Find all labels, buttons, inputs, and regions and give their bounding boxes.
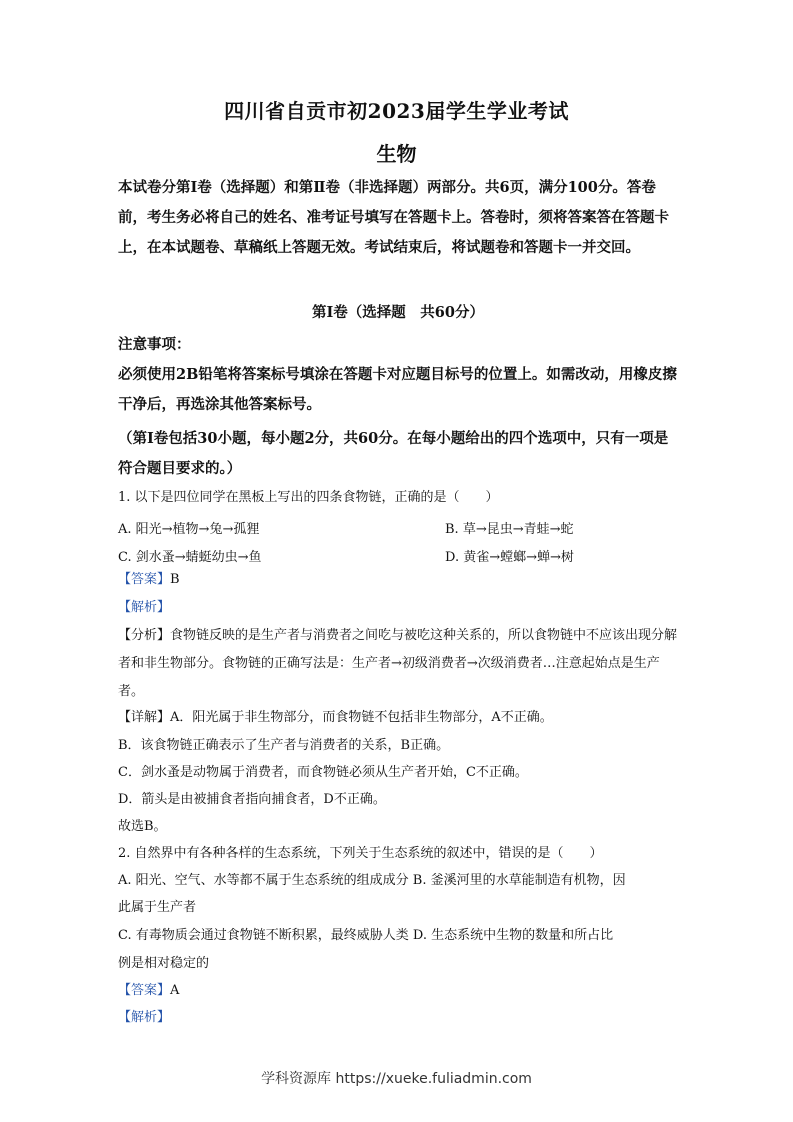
q1-option-c: C. 剑水蚤→蜻蜓幼虫→鱼 (118, 550, 262, 565)
q2-line-2: 此属于生产者 (118, 900, 197, 915)
q2-answer-line (118, 977, 678, 1005)
q1-detail-d: D．箭头是由被捕食者指向捕食者，D不正确。 (118, 792, 386, 807)
q2-line-3: C. 有毒物质会通过食物链不断积累，最终威胁人类 D. 生态系统中生物的数量和所占比 (118, 928, 614, 943)
q1-analysis-tag: 【解析】 (118, 600, 171, 615)
q1-option-b: B. 草→昆虫→青蛙→蛇 (445, 522, 574, 537)
q1-fenxi (118, 622, 678, 706)
instructions: （第Ⅰ卷包括30小题，每小题2分，共60分。在每小题给出的四个选项中，只有一项是符合题目要求的。） (118, 430, 669, 477)
q1-option-d: D. 黄雀→螳螂→蝉→树 (445, 550, 574, 565)
detail-a-text: A．阳光属于非生物部分，而食物链不包括非生物部分，A不正确。 (170, 710, 553, 725)
fenxi-tag: 【分析】 (118, 628, 171, 643)
answer-tag: 【答案】 (118, 983, 171, 998)
q2-answer: A (170, 983, 180, 998)
notice-text: 必须使用2B铅笔将答案标号填涂在答题卡对应题目标号的位置上。如需改动，用橡皮擦干净后，再选涂其他答案标号。 (118, 366, 677, 413)
exam-title: 四川省自贡市初2023届学生学业考试 (224, 99, 569, 123)
q1-detail-b: B．该食物链正确表示了生产者与消费者的关系，B正确。 (118, 738, 450, 753)
q1-answer-line (118, 566, 678, 594)
q1-option-a: A. 阳光→植物→兔→孤狸 (118, 522, 260, 537)
fenxi-text: 食物链反映的是生产者与消费者之间吃与被吃这种关系的，所以食物链中不应该出现分解者和非生物部分。食物链的正确写法是：生产者→初级消费者→次级消费者…注意起始点是生产者。 (118, 628, 678, 699)
q1-conclusion: 故选B。 (118, 819, 167, 834)
q1-detail-a (118, 704, 678, 732)
q1-stem: 1. 以下是四位同学在黑板上写出的四条食物链，正确的是（ ） (118, 490, 499, 505)
q1-answer: B (170, 572, 180, 587)
q2-stem: 2. 自然界中有各种各样的生态系统，下列关于生态系统的叙述中，错误的是（ ） (118, 846, 603, 861)
q1-detail-c: C．剑水蚤是动物属于消费者，而食物链必须从生产者开始，C不正确。 (118, 765, 528, 780)
intro-paragraph: 本试卷分第Ⅰ卷（选择题）和第Ⅱ卷（非选择题）两部分。共6页，满分100分。答卷前，考生务必将自己的姓名、准考证号填写在答题卡上。答卷时，须将答案答在答题卡上，在本试题卷、草稿纸上答题无效。考试结束后，将试题卷和答题卡一并交回。 (118, 179, 669, 256)
answer-tag: 【答案】 (118, 572, 171, 587)
footer-watermark: 学科资源库 https://xueke.fuliadmin.com (261, 1071, 532, 1087)
q2-line-1: A. 阳光、空气、水等都不属于生态系统的组成成分 B. 釜溪河里的水草能制造有机物，因 (118, 873, 626, 888)
section-heading: 第Ⅰ卷（选择题 共60分） (312, 304, 484, 321)
detail-tag: 【详解】 (118, 710, 171, 725)
notice-label: 注意事项： (118, 336, 191, 353)
q2-analysis-tag: 【解析】 (118, 1010, 171, 1025)
q2-line-4: 例是相对稳定的 (118, 956, 210, 971)
subject-title: 生物 (376, 142, 417, 166)
